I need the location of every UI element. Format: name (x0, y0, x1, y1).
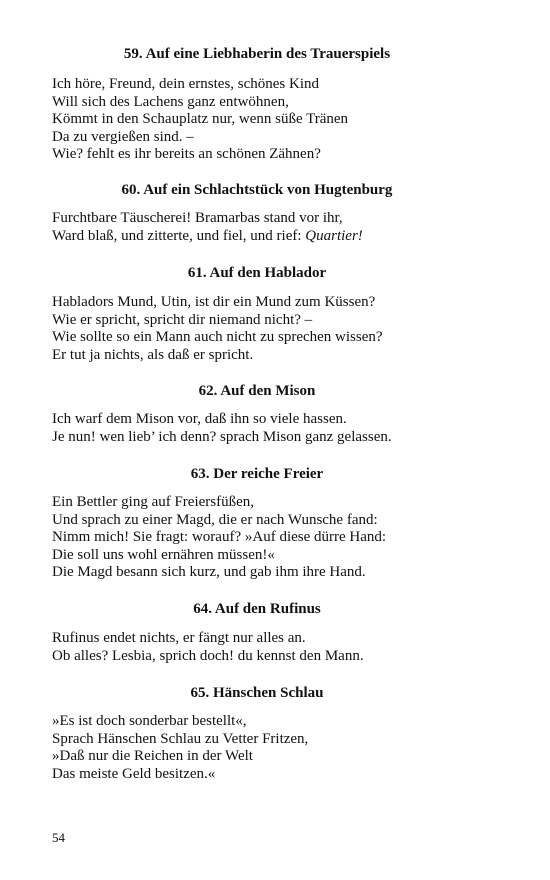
poem-line: Er tut ja nichts, als daß er spricht. (52, 346, 254, 363)
poem-text (52, 76, 348, 164)
poem-text (52, 630, 364, 665)
poem-line: Ob alles? Lesbia, sprich doch! du kennst den Mann. (52, 647, 364, 664)
emphasized-word: Quartier! (305, 227, 363, 244)
poem-line: Wie? fehlt es ihr bereits an schönen Zähnen? (52, 146, 321, 162)
poem-title: 61. Auf den Hablador (187, 265, 327, 281)
poem-line: Ich höre, Freund, dein ernstes, schönes Kind (52, 76, 320, 92)
poem-line: Habladors Mund, Utin, ist dir ein Mund zum Küssen? (52, 294, 376, 310)
poem-line: Das meiste Geld besitzen.« (52, 765, 216, 782)
poem-text (52, 294, 383, 364)
poem-line: Ich warf dem Mison vor, daß ihn so viele hassen. (52, 411, 347, 427)
poem-line: Will sich des Lachens ganz entwöhnen, (52, 93, 289, 110)
poem-text (52, 713, 308, 783)
poem-line: Sprach Hänschen Schlau zu Vetter Fritzen, (52, 730, 309, 747)
poem-line: Da zu vergießen sind. – (52, 128, 194, 145)
poem-line: Die soll uns wohl ernähren müssen!« (52, 546, 275, 563)
poem-title: 62. Auf den Mison (198, 383, 316, 399)
poem-title: 59. Auf eine Liebhaberin des Trauerspiels (123, 46, 391, 62)
poem-line: Wie er spricht, spricht dir niemand nicht? – (52, 311, 313, 328)
poem-line: Und sprach zu einer Magd, die er nach Wunsche fand: (52, 511, 378, 528)
poem-line: Furchtbare Täuscherei! Bramarbas stand vor ihr, (52, 210, 343, 226)
poem-line (52, 228, 363, 246)
poem-line: »Es ist doch sonderbar bestellt«, (52, 713, 247, 729)
poem-line: »Daß nur die Reichen in der Welt (52, 748, 253, 764)
poem-line-text: Ward blaß, und zitterte, und fiel, und rief: (52, 227, 302, 244)
poem-text (52, 210, 363, 245)
poem-title: 60. Auf ein Schlachtstück von Hugtenburg (121, 182, 393, 198)
poem-line: Nimm mich! Sie fragt: worauf? »Auf diese dürre Hand: (52, 529, 387, 545)
poem-title: 64. Auf den Rufinus (193, 601, 321, 617)
poem-text (52, 411, 392, 446)
poem-line: Rufinus endet nichts, er fängt nur alles an. (52, 630, 306, 646)
poem-line: Wie sollte so ein Mann auch nicht zu sprechen wissen? (52, 329, 383, 345)
poem-line: Je nun! wen lieb’ ich denn? sprach Mison ganz gelassen. (52, 428, 392, 445)
poem-title: 63. Der reiche Freier (190, 466, 324, 482)
poem-text (52, 494, 386, 582)
poem-title: 65. Hänschen Schlau (190, 685, 324, 701)
page-number: 54 (52, 830, 65, 845)
poem-line: Die Magd besann sich kurz, und gab ihm ihre Hand. (52, 564, 366, 580)
poem-line: Kömmt in den Schauplatz nur, wenn süße Tränen (52, 111, 349, 127)
poem-line: Ein Bettler ging auf Freiersfüßen, (52, 494, 255, 510)
